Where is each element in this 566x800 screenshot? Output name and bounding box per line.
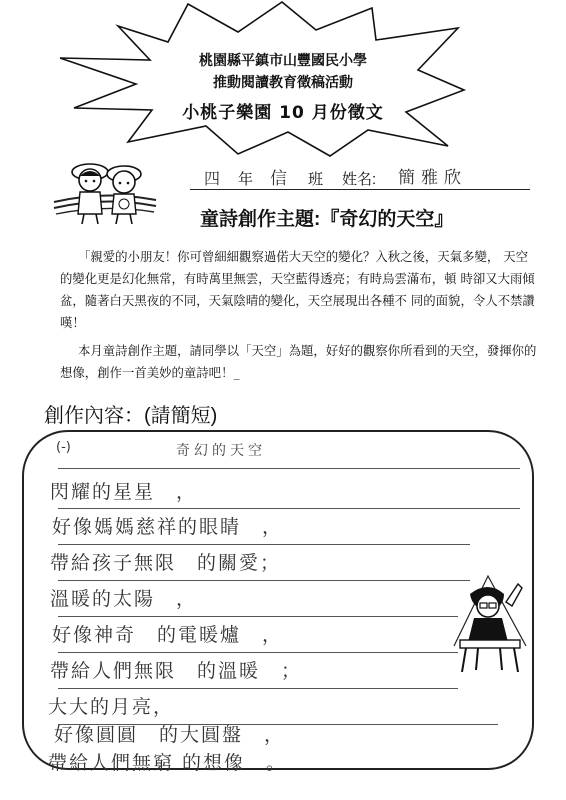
poem-line: 好像神奇 的電暖爐 ，	[52, 624, 284, 646]
poem-title: 奇幻的天空	[176, 443, 266, 459]
ruled-line	[58, 616, 458, 617]
student-info	[190, 162, 530, 190]
class-value: 信	[270, 169, 287, 189]
ruled-line	[58, 688, 458, 689]
theme-heading: 童詩創作主題:『奇幻的天空』	[200, 209, 454, 230]
ruled-line	[58, 508, 520, 509]
page-title: 小桃子樂園 10 月份徵文	[182, 103, 384, 123]
intro-paragraph-2: 本月童詩創作主題，請同學以「天空」為題，好好的觀察你所看到的天空，發揮你的想像，創作一首美妙的童詩吧！_	[60, 343, 537, 380]
school-name: 桃園縣平鎮市山豐國民小學	[199, 53, 367, 69]
ruled-line	[58, 580, 470, 581]
section-label: 創作內容：(請簡短)	[44, 405, 218, 427]
poem-line: 好像媽媽慈祥的眼睛 ，	[52, 516, 284, 538]
poem-marker: (-)	[56, 440, 71, 455]
poem-line: 大大的月亮，	[48, 696, 175, 718]
ruled-line	[58, 468, 520, 469]
intro-text	[60, 246, 538, 384]
ruled-line	[58, 544, 470, 545]
grade-value: 四	[204, 169, 221, 188]
boy-writing-illustration	[448, 572, 532, 680]
two-children-illustration	[50, 150, 160, 230]
ruled-line	[58, 652, 458, 653]
class-label: 班	[308, 171, 324, 188]
poem-line: 閃耀的星星 ，	[50, 481, 198, 503]
poem-line: 溫暖的太陽 ，	[50, 588, 198, 610]
grade-label: 年	[238, 171, 254, 188]
name-value: 簡雅欣	[398, 168, 467, 188]
intro-paragraph-1: 「親愛的小朋友！你可曾細細觀察過偌大天空的變化？入秋之後，天氣多變， 天空的變化更是幻化無常，有時萬里無雲，天空藍得透亮；有時烏雲滿布，頓 時卻又大雨傾盆，隨著白天黑夜的不同，天氣陰晴的變化，天空展現出各種不 同的面貌，令人不禁讚嘆！	[60, 249, 535, 330]
activity-name: 推動閱讀教育徵稿活動	[213, 75, 353, 91]
poem-line: 帶給人們無窮 的想像 。	[48, 752, 288, 774]
poem-line: 好像圓圓 的大圓盤 ，	[54, 724, 286, 746]
poem-line: 帶給人們無限 的溫暖 ；	[50, 660, 303, 682]
name-label: 姓名:	[342, 171, 377, 188]
poem-line: 帶給孩子無限 的關愛；	[50, 552, 282, 574]
info-underline	[190, 189, 530, 190]
